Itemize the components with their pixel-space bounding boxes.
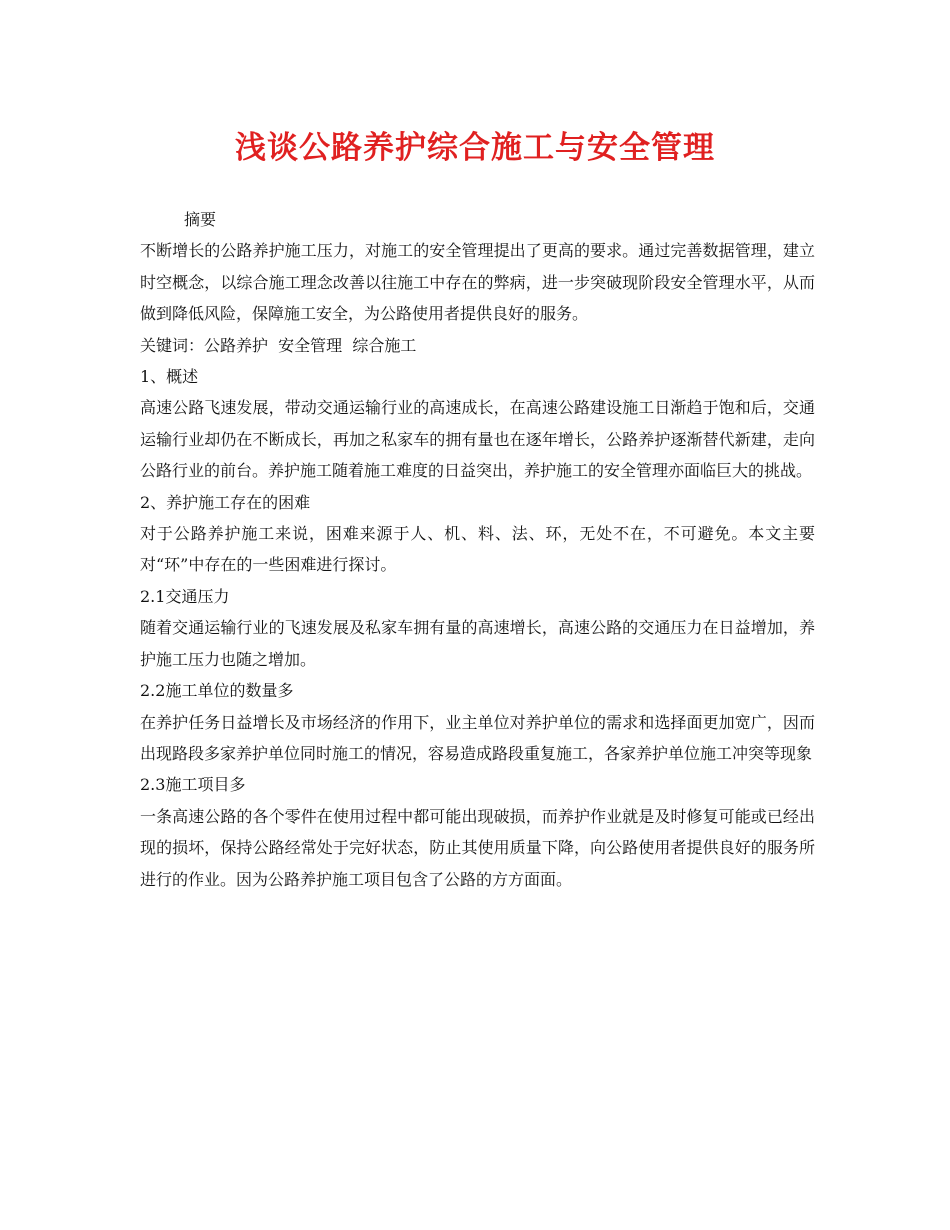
section-2-3-text: 一条高速公路的各个零件在使用过程中都可能出现破损，而养护作业就是及时修复可能或已经出现的损坏，保持公路经常处于完好状态，防止其使用质量下降，向公路使用者提供良好的服务所进行的作业。因为公路养护施工项目包含了公路的方方面面。: [140, 806, 815, 889]
document-body: [140, 204, 815, 895]
section-2-heading: 2、养护施工存在的困难: [140, 492, 311, 512]
section-2-1-text: 随着交通运输行业的飞速发展及私家车拥有量的高速增长，高速公路的交通压力在日益增加，养护施工压力也随之增加。: [140, 618, 815, 669]
section-2-3-heading: 2.3施工项目多: [140, 775, 246, 795]
keywords: 关键词：公路养护 安全管理 综合施工: [140, 335, 417, 355]
section-1-text: 高速公路飞速发展，带动交通运输行业的高速成长，在高速公路建设施工日渐趋于饱和后，交通运输行业却仍在不断成长，再加之私家车的拥有量也在逐年增长，公路养护逐渐替代新建，走向公路行业的前台。养护施工随着施工难度的日益突出，养护施工的安全管理亦面临巨大的挑战。: [140, 398, 815, 481]
section-2-2-text: 在养护任务日益增长及市场经济的作用下，业主单位对养护单位的需求和选择面更加宽广，因而出现路段多家养护单位同时施工的情况，容易造成路段重复施工，各家养护单位施工冲突等现象: [140, 712, 815, 763]
document-title: 浅谈公路养护综合施工与安全管理: [235, 130, 715, 166]
section-1-heading: 1、概述: [140, 367, 199, 387]
section-2-2-heading: 2.2施工单位的数量多: [140, 681, 294, 701]
section-2-1-heading: 2.1交通压力: [140, 586, 230, 606]
abstract-label: 摘要: [184, 210, 217, 229]
abstract-text: 不断增长的公路养护施工压力，对施工的安全管理提出了更高的要求。通过完善数据管理，建立时空概念，以综合施工理念改善以往施工中存在的弊病，进一步突破现阶段安全管理水平，从而做到降低风险，保障施工安全，为公路使用者提供良好的服务。: [140, 241, 815, 324]
section-2-text: 对于公路养护施工来说，困难来源于人、机、料、法、环，无处不在，不可避免。本文主要对“环”中存在的一些困难进行探讨。: [140, 524, 815, 575]
